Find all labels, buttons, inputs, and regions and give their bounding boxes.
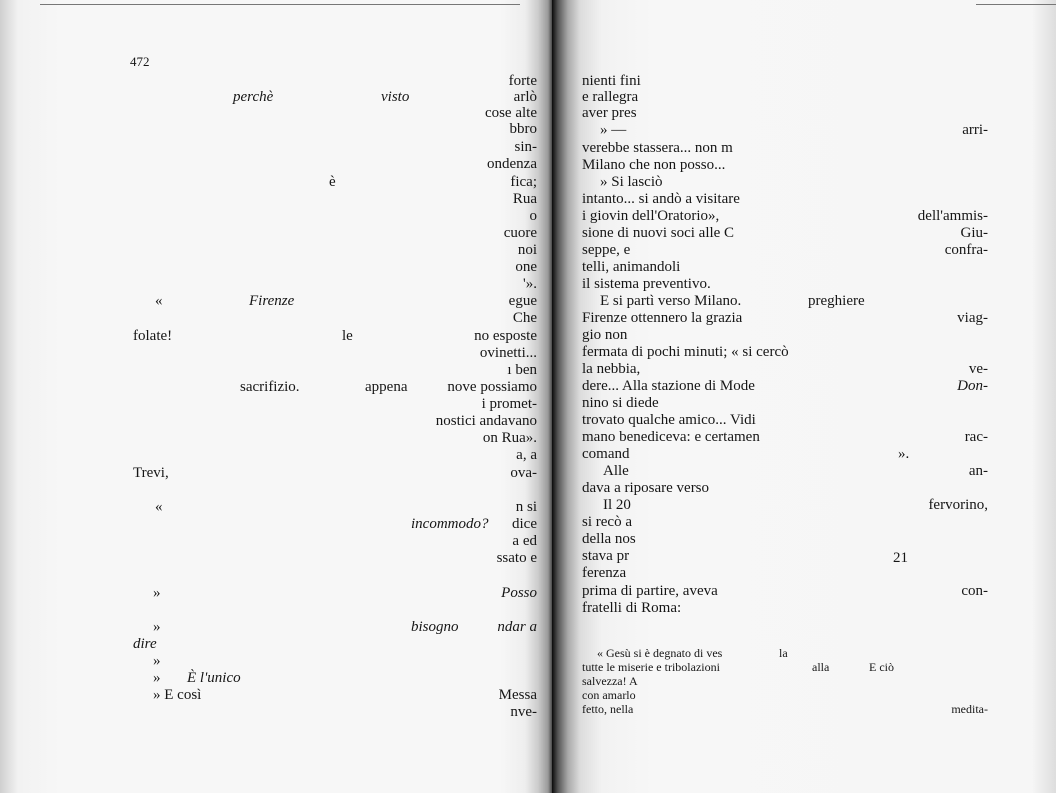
text-line: della nos (582, 531, 636, 547)
text-line: fetto, nella (582, 702, 634, 716)
text-line: bbro (509, 121, 537, 137)
text-line: aver pres (582, 105, 637, 121)
text-line: fermata di pochi minuti; « si cercò (582, 344, 789, 360)
text-line: one (515, 259, 537, 275)
text-line: bisogno (411, 619, 459, 635)
text-line: fratelli di Roma: (582, 600, 682, 616)
text-line: Posso (501, 585, 537, 601)
text-line: nienti fini (582, 73, 641, 89)
text-line: con amarlo (582, 688, 636, 702)
right-page (552, 0, 1056, 793)
text-line: la (779, 646, 788, 660)
text-line: prima di partire, aveva (582, 583, 718, 599)
text-line: i giovin dell'Oratorio», (582, 208, 720, 224)
text-line: con- (961, 583, 988, 599)
text-line: ndar a (497, 619, 537, 635)
text-line: alla (812, 660, 830, 674)
text-line: n si (515, 499, 537, 515)
text-line: « (155, 499, 163, 515)
text-line: « (155, 293, 163, 309)
text-line: ferenza (582, 565, 627, 581)
text-line: gio non (582, 327, 628, 343)
top-edge-line (976, 4, 1056, 5)
text-line: intanto... si andò a visitare (582, 191, 740, 207)
text-line: ondenza (487, 156, 537, 172)
text-line: Rua (512, 191, 537, 207)
text-line: Trevi, (133, 465, 169, 481)
text-line: Messa (498, 687, 537, 703)
text-line: nve- (510, 704, 537, 720)
text-line: cuore (503, 225, 537, 241)
text-line: sione di nuovi soci alle C (582, 225, 735, 241)
text-line: rac- (964, 429, 988, 445)
text-line: E si partì verso Milano. (600, 293, 742, 309)
text-line: ı ben (507, 362, 537, 378)
text-line: stava pr (582, 548, 630, 564)
text-line: verebbe stassera... non m (582, 140, 733, 156)
text-line: ovinetti... (479, 345, 537, 361)
text-line: Alle (603, 463, 629, 479)
text-line: forte (508, 73, 537, 89)
text-line: il sistema preventivo. (582, 276, 711, 292)
text-line: sacrifizio. (240, 379, 300, 395)
text-line: Don- (957, 378, 988, 394)
text-line: visto (381, 89, 410, 105)
text-line: « Gesù si è degnato di ves (597, 646, 723, 660)
top-edge-line (40, 4, 520, 5)
text-line: '». (523, 276, 537, 292)
text-line: » (153, 653, 161, 669)
text-line: medita- (951, 702, 988, 716)
text-line: noi (517, 242, 537, 258)
text-line: arri- (962, 122, 988, 138)
text-line: tutte le miserie e tribolazioni (582, 660, 720, 674)
text-line: dice (512, 516, 537, 532)
text-line: salvezza! A (582, 674, 638, 688)
text-line: Firenze (249, 293, 295, 309)
text-line: comand (582, 446, 630, 462)
text-line: ». (898, 446, 910, 462)
text-line: nostici andavano (435, 413, 537, 429)
text-line: perchè (233, 89, 274, 105)
text-line: fica; (510, 174, 537, 190)
text-line: folate! (133, 328, 173, 344)
text-line: Giu- (960, 225, 988, 241)
text-line: on Rua». (482, 430, 537, 446)
text-line: 21 (893, 550, 908, 566)
text-line: e rallegra (582, 89, 639, 105)
text-line: o (529, 208, 537, 224)
text-line: si recò a (582, 514, 632, 530)
text-line: dava a riposare verso (582, 480, 710, 496)
text-line: » (153, 670, 161, 686)
text-line: nino si diede (582, 395, 659, 411)
text-line: telli, animandoli (582, 259, 681, 275)
text-line: viag- (957, 310, 988, 326)
text-line: Firenze ottennero la grazia (582, 310, 743, 326)
text-line: le (342, 328, 353, 344)
text-line: nove possiamo (447, 379, 537, 395)
text-line: no esposte (474, 328, 537, 344)
text-line: confra- (944, 242, 988, 258)
text-line: incommodo? (411, 516, 489, 532)
text-line: ve- (968, 361, 988, 377)
text-line: seppe, e (582, 242, 631, 258)
text-line: appena (365, 379, 408, 395)
text-line: dell'ammis- (917, 208, 988, 224)
text-line: Il 20 (603, 497, 631, 513)
text-line: dire (133, 636, 157, 652)
text-line: » (153, 585, 161, 601)
text-line: cose alte (484, 105, 537, 121)
text-line: a, a (516, 447, 537, 463)
text-line: Che (512, 310, 537, 326)
text-line: an- (968, 463, 988, 479)
text-line: egue (508, 293, 537, 309)
text-line: » E così (153, 687, 202, 703)
text-line: la nebbia, (582, 361, 641, 377)
text-line: È l'unico (187, 670, 241, 686)
text-line: ssato e (496, 550, 537, 566)
text-line: i promet- (481, 396, 537, 412)
text-line: Milano che non posso... (582, 157, 726, 173)
text-line: mano benediceva: e certamen (582, 429, 760, 445)
text-line: è (329, 174, 336, 190)
text-line: a ed (512, 533, 537, 549)
text-line: trovato qualche amico... Vidi (582, 412, 756, 428)
page-number: 472 (130, 54, 150, 69)
text-line: sin- (514, 139, 537, 155)
text-line: arlò (513, 89, 537, 105)
text-line: E ciò (869, 660, 894, 674)
text-line: » — (600, 122, 627, 138)
text-line: preghiere (808, 293, 865, 309)
text-line: fervorino, (928, 497, 988, 513)
text-line: ova- (510, 465, 537, 481)
text-line: » Si lasciò (600, 174, 663, 190)
text-line: dere... Alla stazione di Mode (582, 378, 755, 394)
text-line: » (153, 619, 161, 635)
